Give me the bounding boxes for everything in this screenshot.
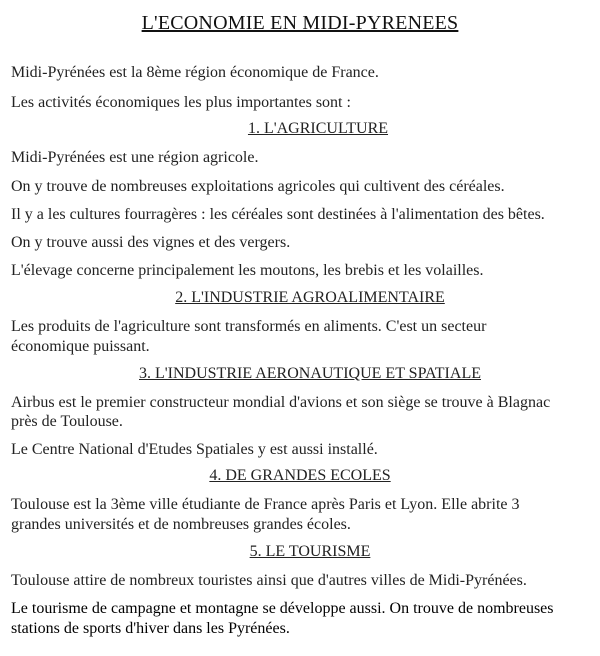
body-line: Midi-Pyrénées est une région agricole. [11,149,259,166]
body-line: On y trouve aussi des vignes et des vergers. [11,234,291,251]
body-line: On y trouve de nombreuses exploitations agricoles qui cultivent des céréales. [11,178,505,195]
section-heading-agroalimentaire: 2. L'INDUSTRIE AGROALIMENTAIRE [175,289,445,306]
body-line: Toulouse attire de nombreux touristes ainsi que d'autres villes de Midi-Pyrénées. [11,572,527,589]
section-heading-tourisme: 5. LE TOURISME [249,543,371,560]
body-line: Le Centre National d'Etudes Spatiales y est aussi installé. [11,441,378,458]
section-heading-agriculture: 1. L'AGRICULTURE [247,120,389,137]
section-heading-aeronautique: 3. L'INDUSTRIE AERONAUTIQUE ET SPATIALE [139,365,481,382]
intro-line: Midi-Pyrénées est la 8ème région économique de France. [11,64,379,81]
section-heading-ecoles: 4. DE GRANDES ECOLES [209,467,391,484]
body-line: L'élevage concerne principalement les moutons, les brebis et les volailles. [11,262,484,279]
body-line: Toulouse est la 3ème ville étudiante de France après Paris et Lyon. Elle abrite 3 [11,496,520,513]
body-line: stations de sports d'hiver dans les Pyrénées. [11,620,290,637]
body-line: Les produits de l'agriculture sont transformés en aliments. C'est un secteur [11,318,487,335]
page-title: L'ECONOMIE EN MIDI-PYRENEES [141,12,459,34]
body-line: grandes universités et de nombreuses grandes écoles. [11,516,351,533]
body-line: économique puissant. [11,338,150,355]
body-line: Le tourisme de campagne et montagne se développe aussi. On trouve de nombreuses [11,600,554,617]
body-line: près de Toulouse. [11,413,123,430]
body-line: Airbus est le premier constructeur mondial d'avions et son siège se trouve à Blagnac [11,394,551,411]
intro-line: Les activités économiques les plus importantes sont : [11,94,351,111]
body-line: Il y a les cultures fourragères : les céréales sont destinées à l'alimentation des bêtes. [11,206,545,223]
